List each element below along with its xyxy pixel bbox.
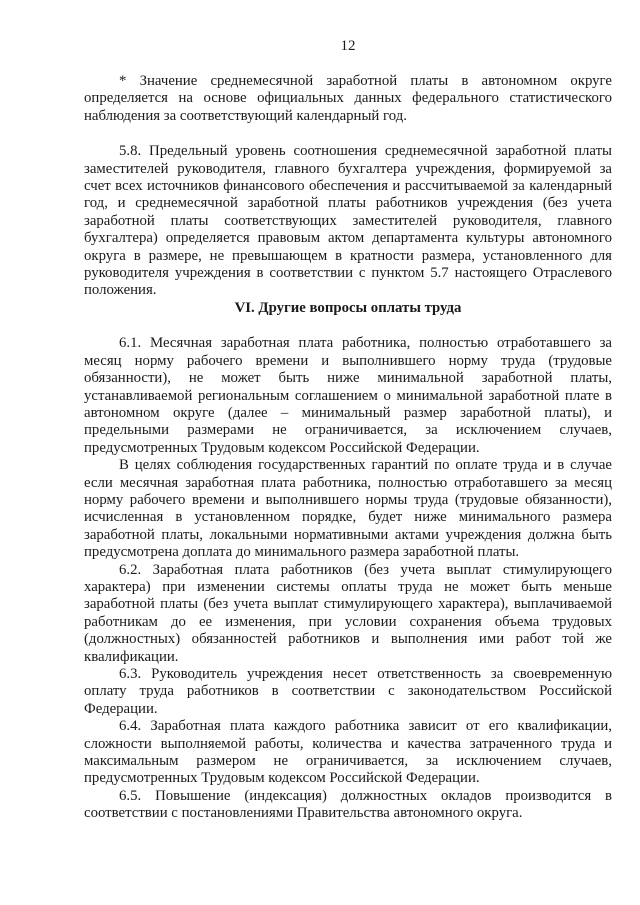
footnote-paragraph: * Значение среднемесячной заработной платы в автономном округе определяется на основе официальных данных федерального статистического наблюдения за соответствующий календарный год. bbox=[84, 73, 612, 124]
paragraph-6-4: 6.4. Заработная плата каждого работника зависит от его квалификации, сложности выполняемой работы, количества и качества затраченного труда и максимальным размером не ограничивается, за исключением случаев, предусмотренных Трудовым кодексом Российской Федерации. bbox=[84, 718, 612, 787]
paragraph-6-3: 6.3. Руководитель учреждения несет ответственность за своевременную оплату труда работников в соответствии с законодательством Российской Федерации. bbox=[84, 666, 612, 717]
page-number: 12 bbox=[340, 38, 356, 54]
document-body bbox=[84, 73, 612, 823]
section-title: VI. Другие вопросы оплаты труда bbox=[234, 299, 462, 316]
paragraph-6-1: 6.1. Месячная заработная плата работника, полностью отработавшего за месяц норму рабочего времени и выполнившего норму труда (трудовые обязанности), не может быть ниже минимальной заработной платы, устанавливаемой региональным соглашением о минимальной заработной плате в автономном округе (далее – минимальный размер заработной платы), и предельными размерами не ограничивается, за исключением случаев, предусмотренных Трудовым кодексом Российской Федерации. bbox=[84, 335, 612, 456]
document-page bbox=[84, 0, 612, 905]
paragraph-6-5: 6.5. Повышение (индексация) должностных окладов производится в соответствии с постановлениями Правительства автономного округа. bbox=[84, 787, 612, 822]
paragraph-6-2: 6.2. Заработная плата работников (без учета выплат стимулирующего характера) при изменении системы оплаты труда не может быть меньше заработной платы (без учета выплат стимулирующего характера), выплачиваемой работникам до ее изменения, при условии сохранения объема трудовых (должностных) обязанностей работников и выполнения ими работ той же квалификации. bbox=[84, 561, 612, 665]
paragraph-state-guarantees: В целях соблюдения государственных гарантий по оплате труда и в случае если месячная заработная плата работника, полностью отработавшего за месяц норму рабочего времени и выполнившего нормы труда (трудовые обязанности), исчисленная в установленном порядке, будет ниже минимального размера заработной платы, локальными нормативными актами учреждения должна быть предусмотрена доплата до минимального размера заработной платы. bbox=[84, 457, 612, 561]
paragraph-5-8: 5.8. Предельный уровень соотношения среднемесячной заработной платы заместителей руководителя, главного бухгалтера учреждения, формируемой за счет всех источников финансового обеспечения и рассчитываемой за календарный год, и среднемесячной заработной платы работников учреждения (без учета заработной платы соответствующих заместителей руководителя, главного бухгалтера) определяется правовым актом департамента культуры автономного округа в размере, не превышающем в кратности размера, установленного для руководителя учреждения в соответствии с пунктом 5.7 настоящего Отраслевого положения. bbox=[84, 143, 612, 299]
